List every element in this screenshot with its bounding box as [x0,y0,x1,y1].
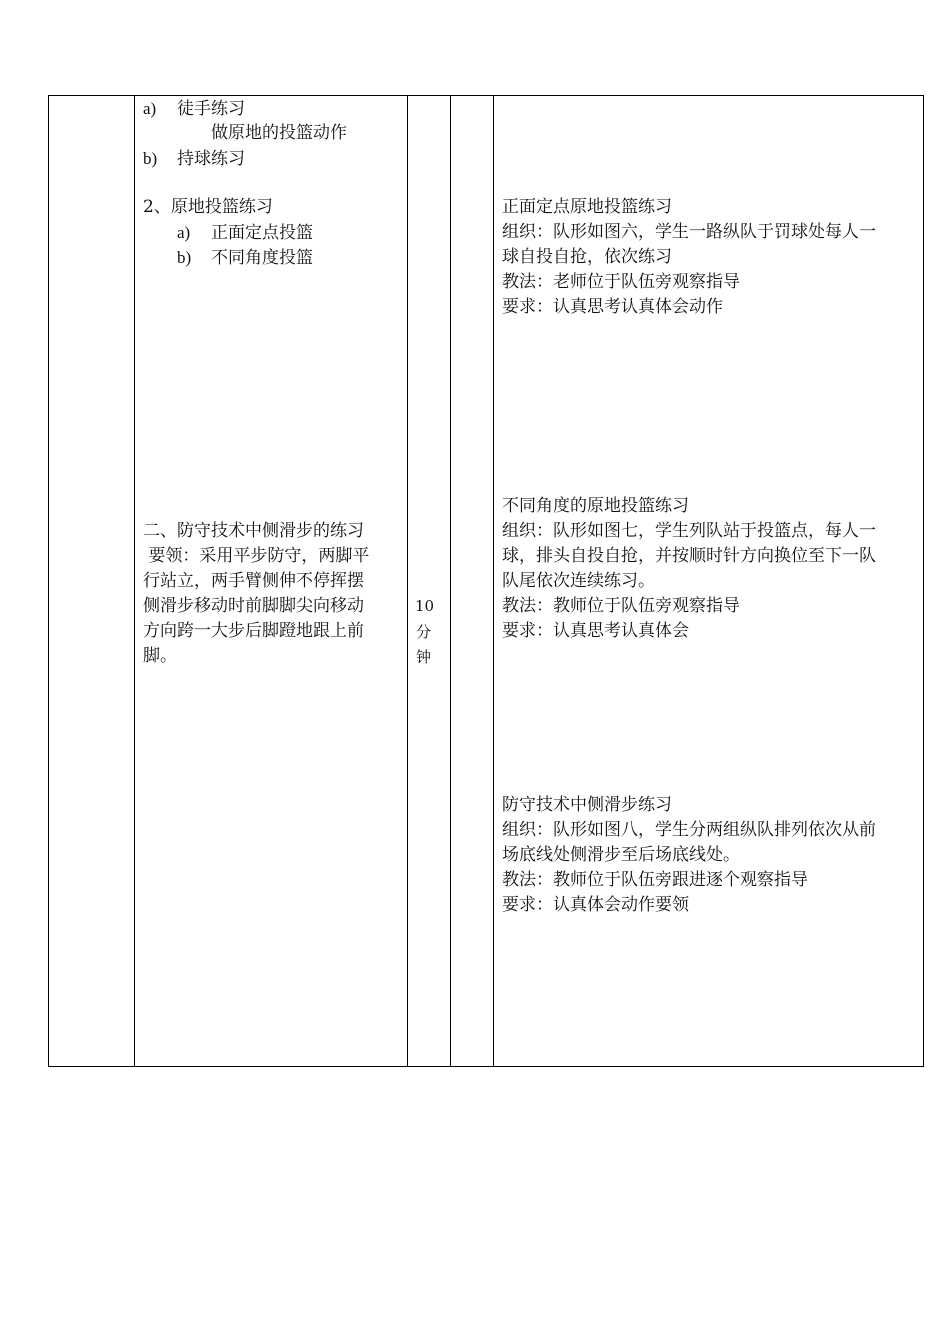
time-unit: 钟 [416,648,432,666]
defense-line: 要领：采用平步防守，两脚平 [143,546,370,566]
list-item: 做原地的投篮动作 [211,123,347,143]
column-divider [407,96,408,1066]
method-line: 组织：队形如图七，学生列队站于投篮点，每人一 [502,521,876,541]
time-unit: 分 [416,623,432,641]
method-line: 教法：教师位于队伍旁观察指导 [502,596,740,616]
defense-line: 侧滑步移动时前脚脚尖向移动 [143,596,364,616]
list-item: b) 持球练习 [143,149,245,169]
method-line: 场底线处侧滑步至后场底线处。 [502,845,740,865]
list-item: a) 正面定点投篮 [177,223,313,243]
method-line: 组织：队形如图八，学生分两组纵队排列依次从前 [502,820,876,840]
column-divider [134,96,135,1066]
method-line: 球自投自抢，依次练习 [502,247,672,267]
defense-line: 行站立，两手臂侧伸不停挥摆 [143,571,364,591]
method-title: 不同角度的原地投篮练习 [502,496,689,516]
column-divider [493,96,494,1066]
lesson-table [48,95,924,1067]
column-divider [450,96,451,1066]
method-line: 要求：认真思考认真体会动作 [502,297,723,317]
method-line: 要求：认真体会动作要领 [502,895,689,915]
method-line: 教法：老师位于队伍旁观察指导 [502,272,740,292]
defense-title: 二、防守技术中侧滑步的练习 [143,521,364,541]
list-item: b) 不同角度投篮 [177,248,313,268]
method-line: 教法：教师位于队伍旁跟进逐个观察指导 [502,870,808,890]
method-title: 防守技术中侧滑步练习 [502,795,672,815]
method-line: 要求：认真思考认真体会 [502,621,689,641]
method-line: 队尾依次连续练习。 [502,571,655,591]
method-line: 球，排头自投自抢，并按顺时针方向换位至下一队 [502,546,876,566]
method-title: 正面定点原地投篮练习 [502,197,672,217]
defense-line: 脚。 [143,646,177,666]
list-item: a) 徒手练习 [143,99,245,119]
method-line: 组织：队形如图六，学生一路纵队于罚球处每人一 [502,222,876,242]
defense-line: 方向跨一大步后脚蹬地跟上前 [143,621,364,641]
section-heading: 2、原地投篮练习 [143,197,273,217]
time-value: 10 [415,597,435,615]
